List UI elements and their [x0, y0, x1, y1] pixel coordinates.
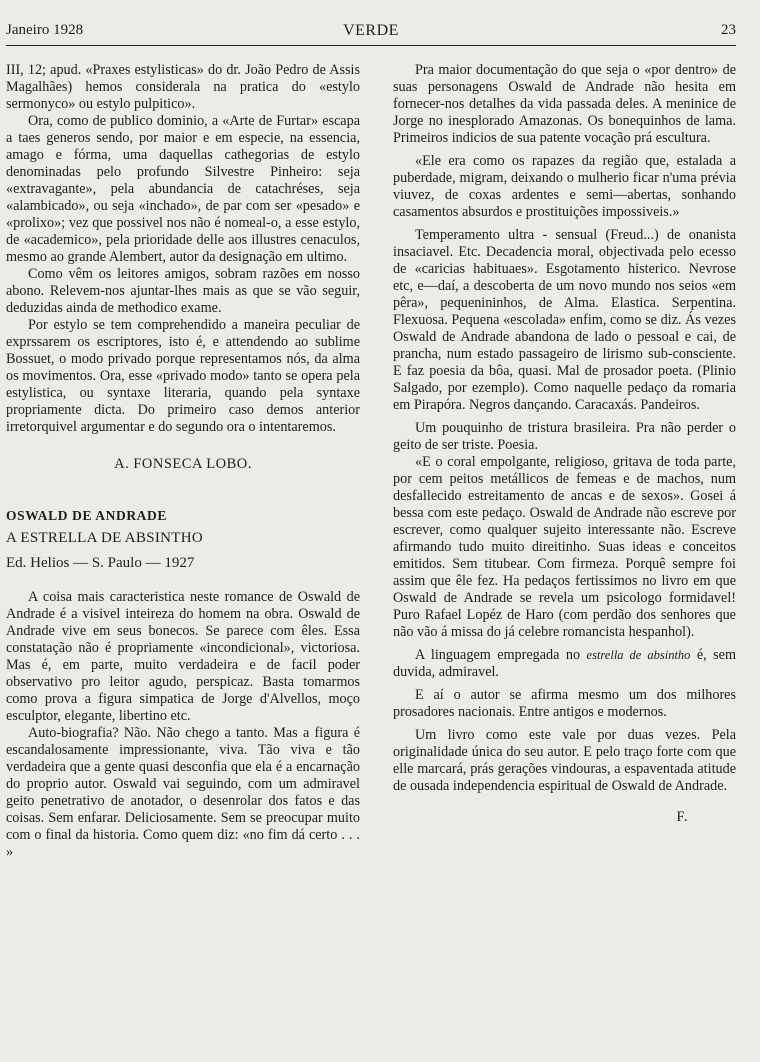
right-column [393, 62, 736, 1052]
book-title: A ESTRELLA DE ABSINTHO [6, 530, 204, 546]
paragraph: Por estylo se tem comprehendido a maneira peculiar de exprssarem os escriptores, isto é, e attendendo ao sublime Bossuet, o modo privado porque representamos nós, da alma os movimentos. Ora, esse «privado modo» tanto se opera pela estylistica, ou syntaxe literaria, quando pela syntaxe propriamente dicta. Do primeiro caso demos anterior irretorquivel argumentar e do segundo ora o intentaremos. [6, 317, 360, 435]
section-heading: OSWALD DE ANDRADE [6, 508, 167, 523]
page-number: 23 [721, 22, 736, 38]
header-rule [6, 45, 736, 46]
paragraph: III, 12; apud. «Praxes estylisticas» do dr. João Pedro de Assis Magalhães) hemos considerala na pratica do «estylo sermonyco» ou estylo pulpitico». [6, 62, 360, 112]
paragraph: A coisa mais caracteristica neste romance de Oswald de Andrade é a visivel inteireza do homem na obra. Oswald de Andrade vive em seus bonecos. Se parece com êles. Essa constatação não é propriamente «incondicional», victoriosa. Mas é, em parte, muito verdadeira e de facil poder observativo pro leitor agudo, perspicaz. Basta tomarmos como prova a figura simpatica de Jorge d'Alvellos, moço esculptor, elegante, libertino etc. [6, 589, 360, 724]
paragraph [393, 647, 736, 681]
italic-book-title: estrella de absintho [586, 648, 691, 662]
text-run: é, sem duvida, admiravel. [393, 647, 736, 680]
quote-paragraph: «Ele era como os rapazes da região que, estalada a puberdade, migram, deixando o mulherio ficar n'uma prévia viuvez, de coxas ardentes e semi—abertas, sonhando casamentos absurdos e prostituições impossiveis.» [393, 153, 736, 220]
paragraph: E aí o autor se afirma mesmo um dos milhores prosadores nacionais. Entre antigos e modernos. [393, 687, 736, 720]
header-date: Janeiro 1928 [6, 22, 84, 38]
paragraph: Ora, como de publico dominio, a «Arte de Furtar» escapa a taes generos sendo, por maior e em especie, na essencia, amago e fórma, uma daquellas cathegorias de estylo denominadas pelo profundo Silvestre Pinheiro: seja «extravagante», pela abundancia de catachréses, seja «alambicado», ou seja «inchado», de par com ser «pesado» e «prolixo»; vez que possivel nos não é nomeal-o, a esse estylo, de «academico», pela prioridade delle aos illustres cenaculos, mesmo ao grande Alembert, autor da designação em ultimo. [6, 113, 360, 265]
paragraph: Um pouquinho de tristura brasileira. Pra não perder o geito de ser triste. Poesia. [393, 420, 736, 453]
paragraph: «E o coral empolgante, religioso, gritava de toda parte, por cem peitos metállicos de femeas e de machos, num desfallecido estreitamento de ancas e de sexos». Gosei á bessa com este pedaço. Oswald de Andrade não escreve por escrever, como qualquer sujeito interessante não. Escreve afirmando tudo muito direitinho. Suas ideas e conceitos emitidos. Sem titubear. Com firmeza. Porquê sempre foi assim que êle fez. Ha pedaços fertissimos no livro em que Oswald de Andrade se revela um psicologo formidavel! Puro Rafael Lopéz de Haro (com perdão dos senhores que não vão á missa do já celebre romancista hespanhol). [393, 454, 736, 640]
paragraph: Como vêm os leitores amigos, sobram razões em nosso abono. Relevem-nos ajuntar-lhes mais as que se vão seguir, deduzidas ainda de methodico exame. [6, 266, 360, 316]
page-header [6, 22, 736, 46]
text-run: A linguagem empregada no [415, 647, 587, 663]
magazine-title: VERDE [343, 22, 399, 39]
paragraph: Auto-biografia? Não. Não chego a tanto. Mas a figura é escandalosamente impressionante, viva. Tão viva e tão verdadeira que a gente quasi desconfia que ela é a encarnação do proprio autor. Oswald vai seguindo, com um admiravel geito penetrativo de anotador, o desenrolar dos fatos e das coisas. Sem enfarar. Deliciosamente. Sem se preocupar muito com o final da historia. Como quem diz: «no fim dá certo . . . » [6, 725, 360, 860]
paragraph: Um livro como este vale por duas vezes. Pela originalidade única do seu autor. E pelo traço forte com que elle marcará, prás gerações vindouras, a espaventada atitude de ousada independencia espiritual de Oswald de Andrade. [393, 727, 736, 794]
author-signature: F. [676, 809, 688, 825]
paragraph: Temperamento ultra - sensual (Freud...) de onanista insaciavel. Etc. Decadencia moral, objectivada pelo ecesso de «caricias habituaes». Esgotamento histerico. Nevrose etc, e—daí, a descoberta de um novo mundo nos seios «em pêra», pequenininhos, de Alma. Elastica. Serpentina. Flexuosa. Pequena «escolada» enfim, como se diz. Ás vezes Oswald de Andrade abandona de lado o pessoal e cai, de prancha, num estado passageiro de lirismo sub-consciente. E faz poesia da bôa, quasi. Mal de prosador poeta. (Plinio Salgado, por ezemplo). Como naquelle pedaço da romaria em Pirapóra. Negros dançando. Caracaxás. Pandeiros. [393, 227, 736, 413]
author-signature: A. FONSECA LOBO. [114, 456, 252, 472]
left-column [6, 62, 360, 1052]
paragraph: Pra maior documentação do que seja o «por dentro» de suas personagens Oswald de Andrade não hesita em fornecer-nos detalhes da vida passada deles. A meninice de Jorge no inesplorado Amazonas. Os bonequinhos de lama. Primeiros indicios de sua patente vocação prá escultura. [393, 62, 736, 146]
book-edition: Ed. Helios — S. Paulo — 1927 [6, 555, 195, 571]
